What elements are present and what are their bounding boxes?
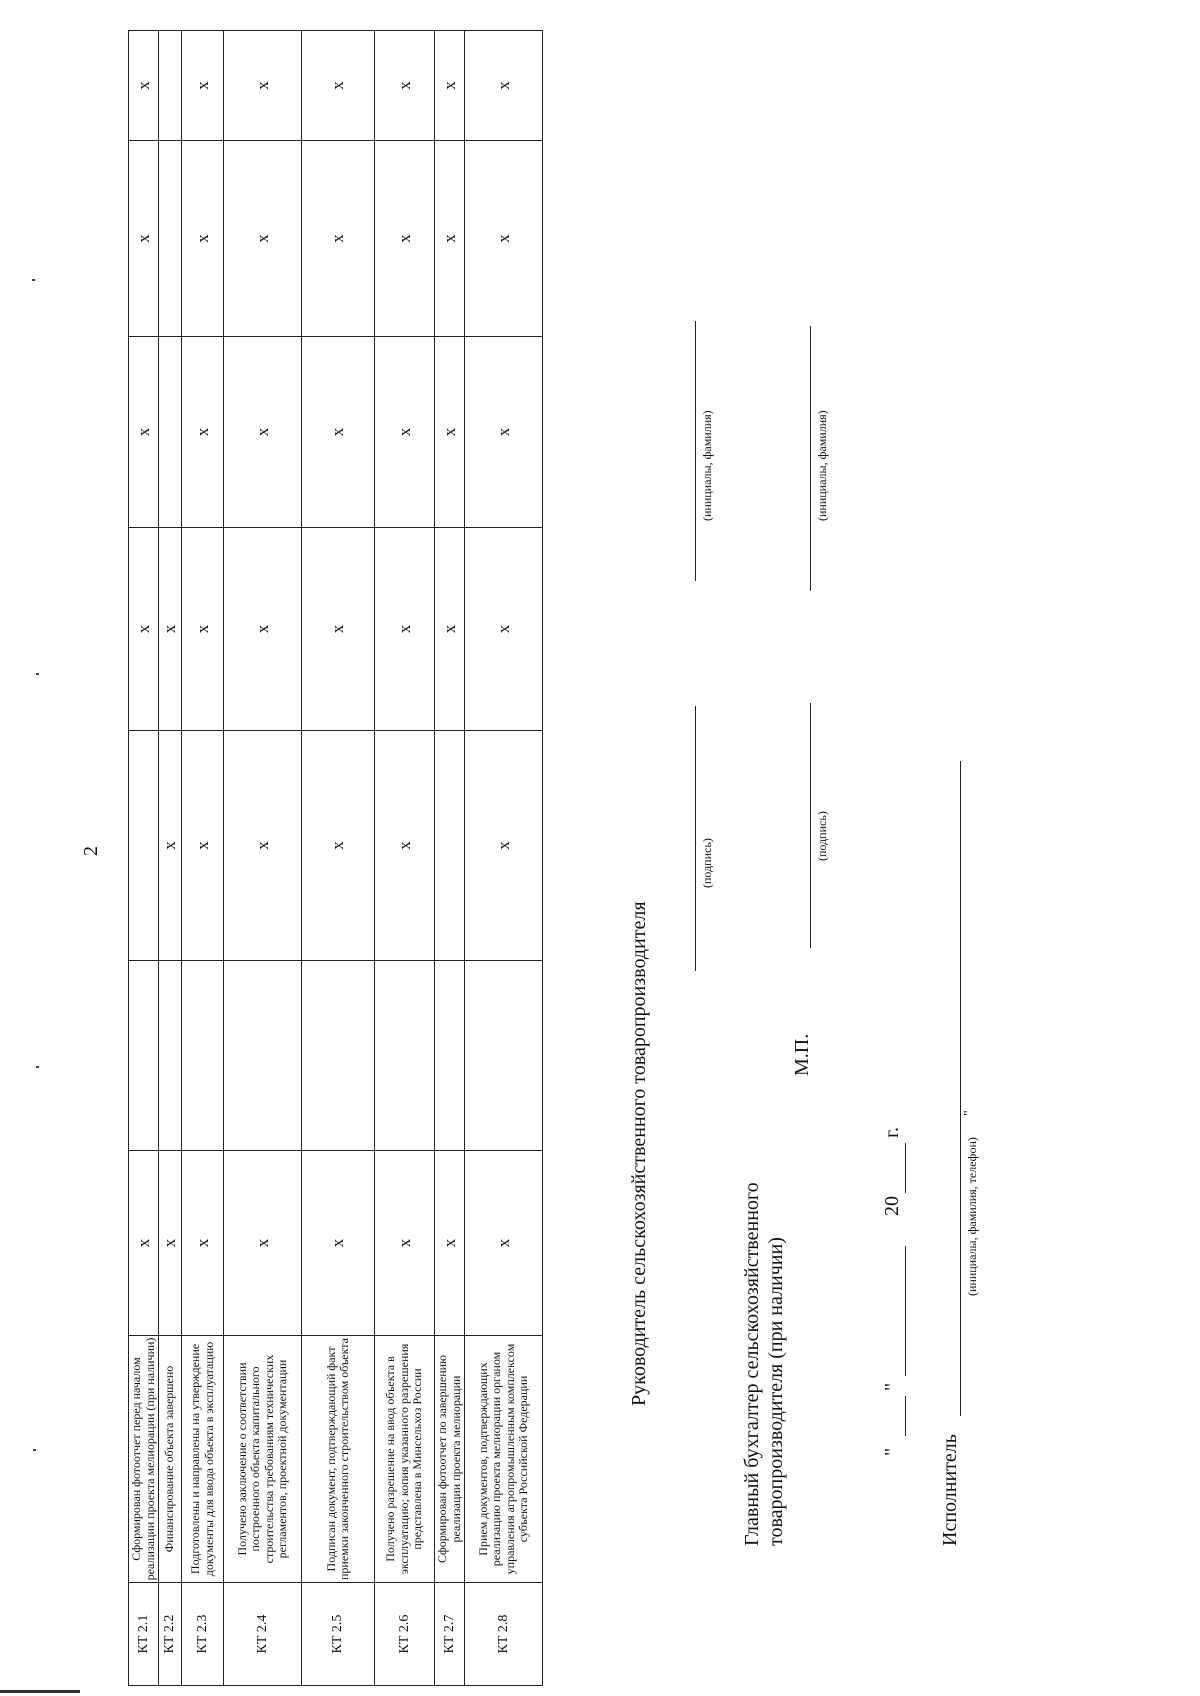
row-mark: х: [302, 731, 375, 961]
row-mark: х: [224, 1151, 302, 1336]
checkpoint-table: [128, 30, 543, 1686]
row-mark: х: [129, 528, 159, 731]
date-suffix: г.: [881, 1127, 903, 1138]
date-day-line: [905, 1396, 906, 1436]
accountant-name-caption: (инициалы, фамилия): [815, 410, 829, 521]
row-mark: х: [435, 1151, 465, 1336]
scan-speck: [36, 1066, 39, 1068]
row-description: Получено заключение о соответствии построенного объекта капитального строительства требованиям технических регламентов, проектной документации: [224, 1336, 302, 1583]
row-mark: [435, 731, 465, 961]
row-mark: х: [224, 31, 302, 141]
row-mark: х: [159, 1151, 182, 1336]
row-code: КТ 2.2: [159, 1583, 182, 1686]
row-mark: х: [375, 337, 435, 528]
row-description: Подписан документ, подтверждающий факт приемки законченного строительством объекта: [302, 1336, 375, 1583]
row-mark: х: [465, 528, 543, 731]
stamp-label: М.П.: [791, 1033, 813, 1076]
row-mark: х: [182, 31, 224, 141]
row-description: Сформирован фотоотчет перед началом реализации проекта мелиорации (при наличии): [129, 1336, 159, 1583]
row-code: КТ 2.5: [302, 1583, 375, 1686]
row-mark: х: [465, 731, 543, 961]
row-mark: х: [182, 528, 224, 731]
row-mark: х: [375, 1151, 435, 1336]
row-mark: х: [224, 141, 302, 337]
row-mark: х: [224, 337, 302, 528]
accountant-signature-line: [810, 703, 811, 948]
row-mark: х: [302, 528, 375, 731]
table-row: [435, 31, 465, 1686]
row-mark: [435, 961, 465, 1151]
row-mark: х: [129, 337, 159, 528]
row-description: Получено разрешение на ввод объекта в эксплуатацию; копия указанного разрешения представлена в Минсельхоз России: [375, 1336, 435, 1583]
date-year-line: [905, 1143, 906, 1193]
head-signature-caption: (подпись): [700, 838, 714, 888]
row-description: Финансирование объекта завершено: [159, 1336, 182, 1583]
date-open-quote: ": [881, 1447, 903, 1456]
row-mark: х: [129, 1151, 159, 1336]
executor-trailing-quote: ": [962, 1110, 977, 1116]
table-row: [302, 31, 375, 1686]
row-description: Сформирован фотоотчет по завершению реализации проекта мелиорации: [435, 1336, 465, 1583]
row-mark: [182, 961, 224, 1151]
row-mark: [375, 961, 435, 1151]
row-description: Подготовлены и направлены на утверждение документы для ввода объекта в эксплуатацию: [182, 1336, 224, 1583]
scan-speck: [36, 673, 39, 675]
row-mark: х: [129, 31, 159, 141]
row-mark: х: [302, 337, 375, 528]
executor-line: [960, 761, 961, 1416]
row-mark: [159, 961, 182, 1151]
row-mark: х: [159, 528, 182, 731]
row-code: КТ 2.6: [375, 1583, 435, 1686]
row-mark: [465, 961, 543, 1151]
row-mark: х: [375, 141, 435, 337]
table-row: [182, 31, 224, 1686]
table-row: [465, 31, 543, 1686]
row-mark: х: [182, 1151, 224, 1336]
accountant-signature-caption: (подпись): [815, 811, 829, 861]
row-mark: х: [435, 337, 465, 528]
accountant-name-line: [810, 326, 811, 591]
row-mark: х: [159, 731, 182, 961]
head-name-caption: (инициалы, фамилия): [700, 410, 714, 521]
table-row: [224, 31, 302, 1686]
row-mark: х: [435, 528, 465, 731]
head-signature-line: [695, 706, 696, 971]
executor-caption: (инициалы, фамилия, телефон): [965, 1137, 979, 1296]
table-row: [129, 31, 159, 1686]
row-mark: х: [302, 31, 375, 141]
date-year-prefix: 20: [881, 1196, 903, 1216]
row-mark: х: [375, 731, 435, 961]
date-month-line: [905, 1246, 906, 1376]
row-mark: [302, 961, 375, 1151]
scan-speck: [33, 1449, 36, 1451]
row-mark: х: [224, 528, 302, 731]
row-mark: х: [465, 31, 543, 141]
row-mark: х: [375, 31, 435, 141]
accountant-title: Главный бухгалтер сельскохозяйственного товаропроизводителя (при наличии): [741, 1182, 787, 1546]
row-code: КТ 2.3: [182, 1583, 224, 1686]
row-mark: х: [465, 141, 543, 337]
row-mark: х: [302, 141, 375, 337]
row-mark: [159, 31, 182, 141]
row-mark: х: [182, 731, 224, 961]
row-mark: [159, 141, 182, 337]
row-mark: х: [302, 1151, 375, 1336]
head-title: Руководитель сельскохозяйственного товаропроизводителя: [628, 901, 650, 1406]
row-mark: х: [375, 528, 435, 731]
scan-speck: [32, 279, 35, 281]
row-mark: х: [465, 1151, 543, 1336]
row-code: КТ 2.1: [129, 1583, 159, 1686]
row-mark: х: [182, 337, 224, 528]
scan-edge-mark: [0, 1690, 80, 1693]
table-row: [159, 31, 182, 1686]
table-row: [375, 31, 435, 1686]
row-mark: [224, 961, 302, 1151]
row-mark: [159, 337, 182, 528]
row-code: КТ 2.4: [224, 1583, 302, 1686]
page-number: 2: [80, 846, 102, 856]
row-mark: х: [435, 141, 465, 337]
head-name-line: [695, 321, 696, 581]
date-close-quote: ": [881, 1382, 903, 1391]
row-mark: [129, 731, 159, 961]
row-mark: [129, 961, 159, 1151]
row-mark: х: [435, 31, 465, 141]
row-mark: х: [129, 141, 159, 337]
row-mark: х: [465, 337, 543, 528]
row-mark: х: [182, 141, 224, 337]
row-code: КТ 2.7: [435, 1583, 465, 1686]
row-code: КТ 2.8: [465, 1583, 543, 1686]
row-description: Прием документов, подтверждающих реализацию проекта мелиорации органом управления агропромышленным комплексом субъекта Российской Федерации: [465, 1336, 543, 1583]
table-body: [129, 31, 543, 1686]
executor-label: Исполнитель: [939, 1434, 961, 1546]
row-mark: х: [224, 731, 302, 961]
